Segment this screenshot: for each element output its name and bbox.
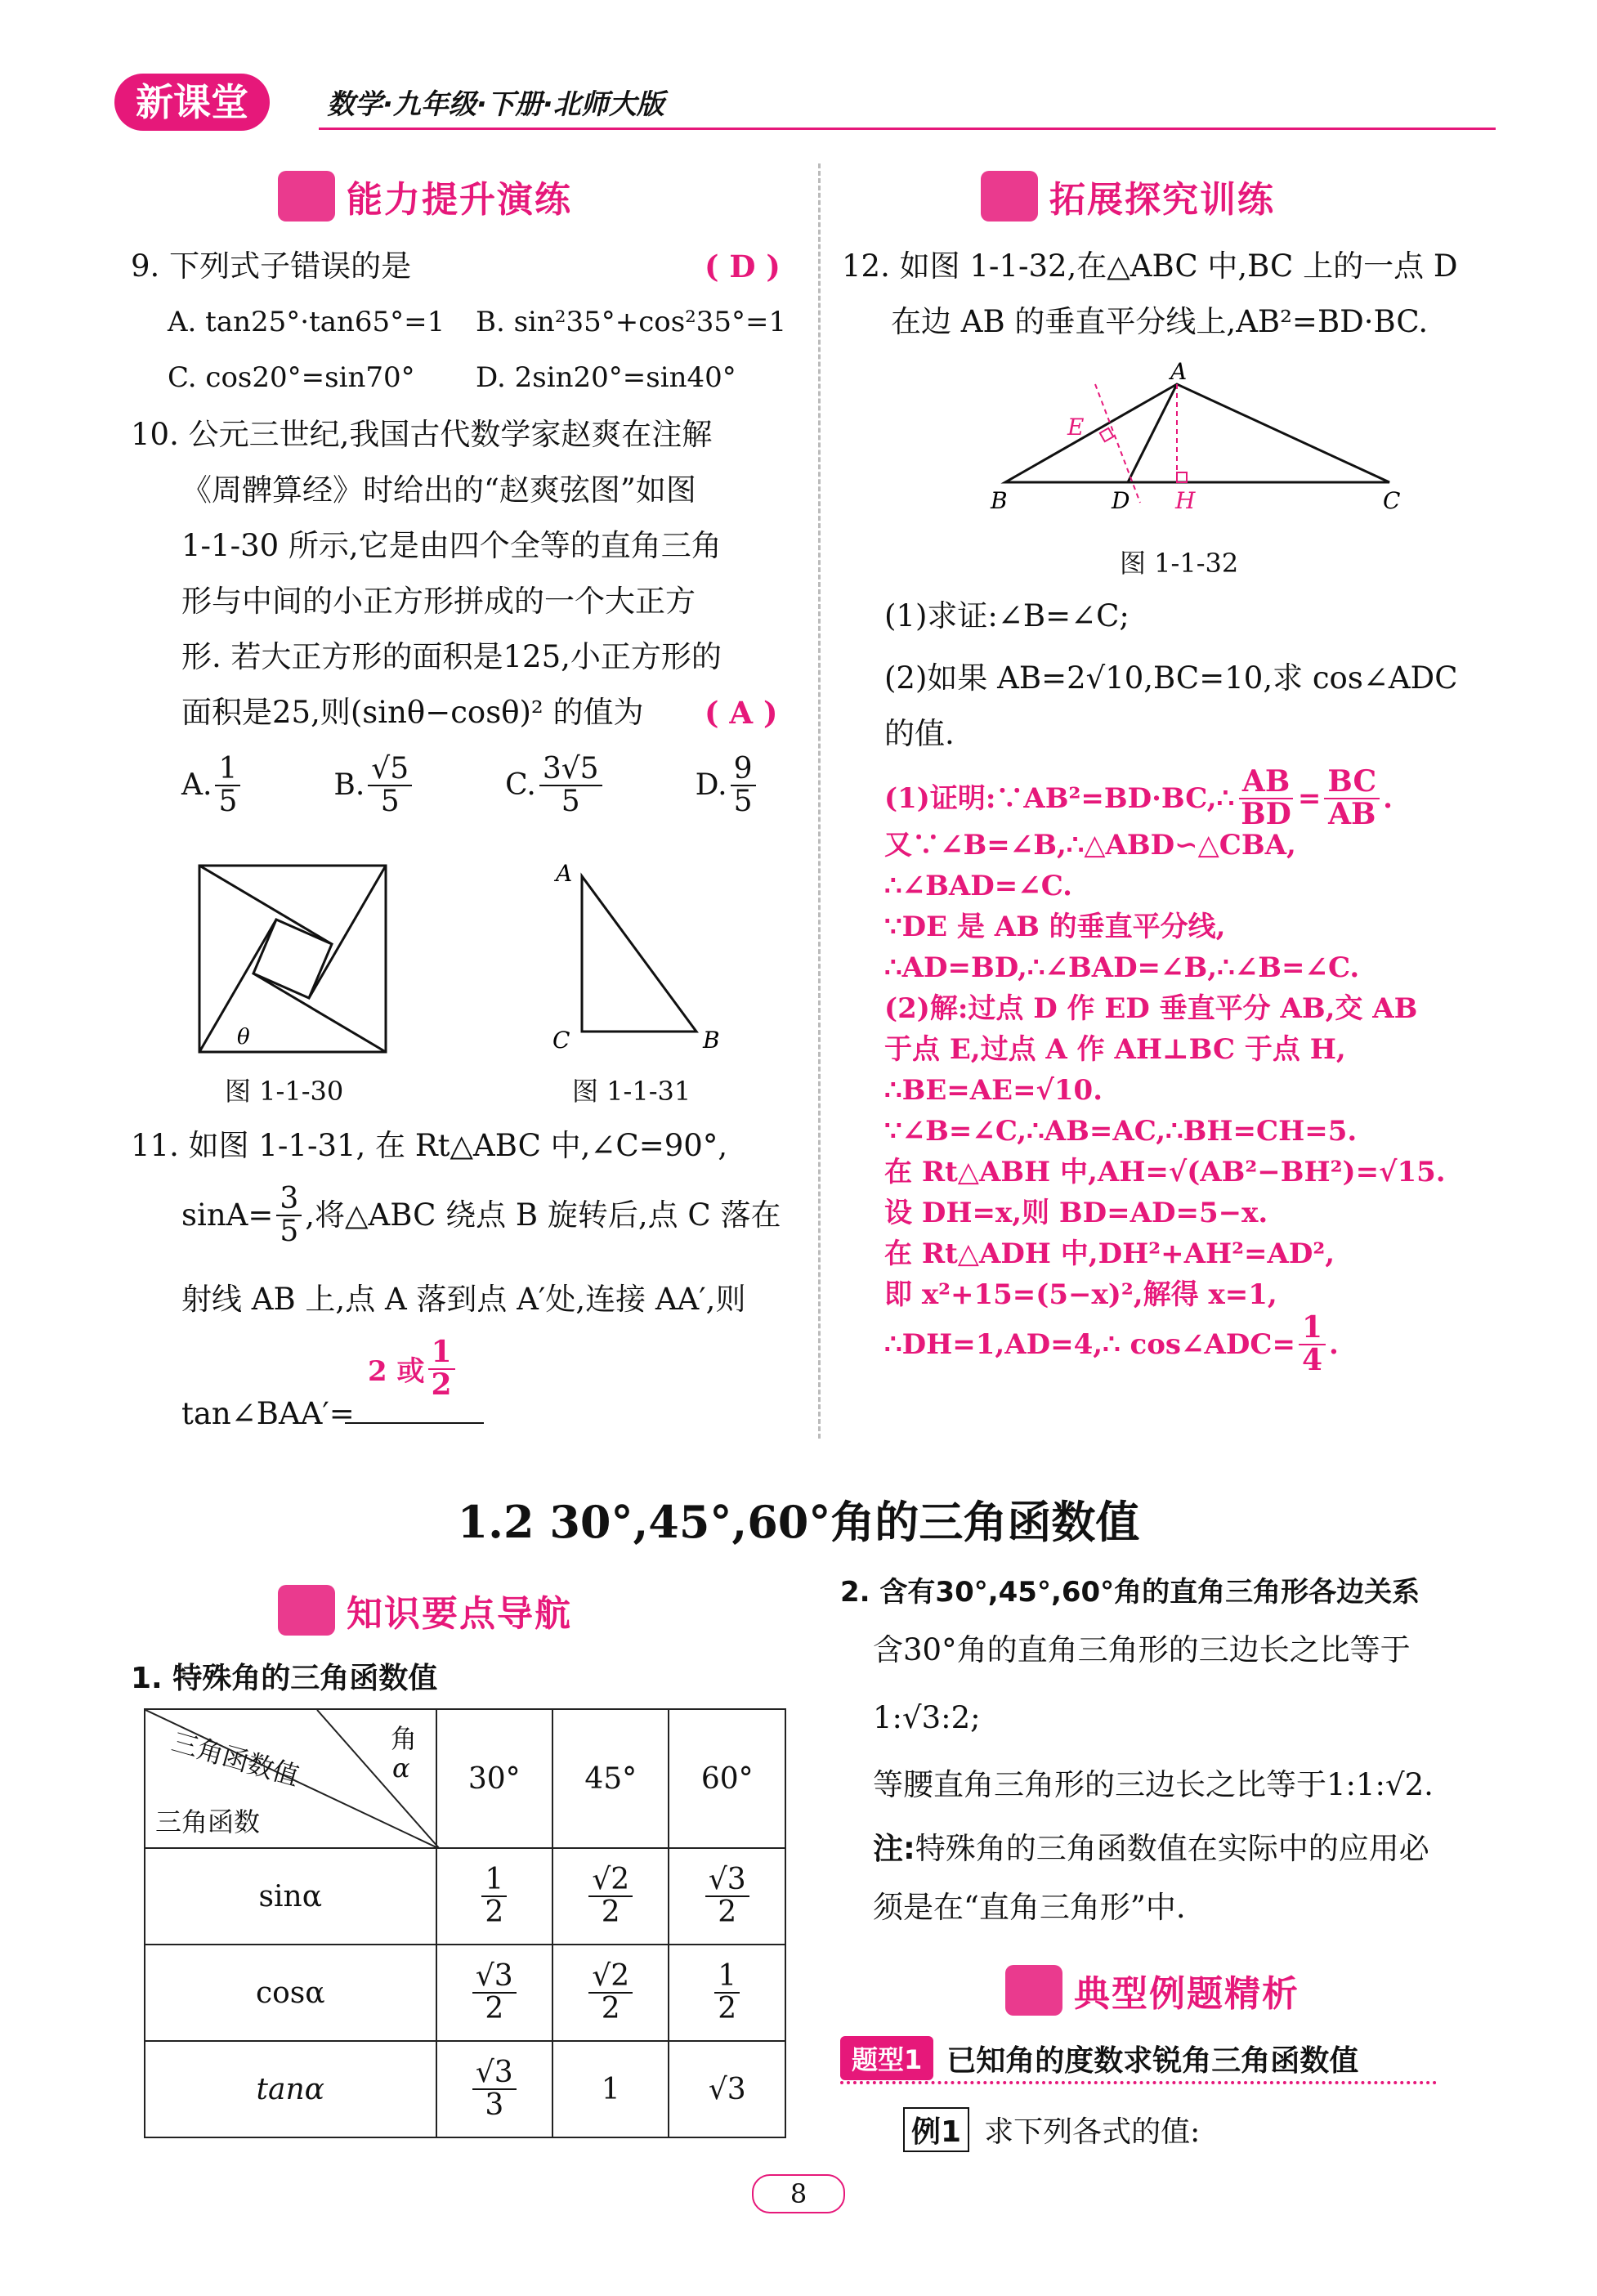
- q12-part3: 的值.: [884, 716, 955, 751]
- solution-line: ∵∠B=∠C,∴AB=AC,∴BH=CH=5.: [884, 1115, 1358, 1148]
- relations-note1: 注:特殊角的三角函数值在实际中的应用必: [873, 1831, 1429, 1866]
- q10-option-c-frac: $\frac{3√5}{5}$: [539, 754, 602, 817]
- q10-line: 面积是25,则(sinθ−cosθ)² 的值为: [181, 695, 644, 730]
- figure-zhaoshuang: [196, 862, 392, 1058]
- q10-line: 形与中间的小正方形拼成的一个大正方: [181, 584, 696, 619]
- solution-line: 于点 E,过点 A 作 AH⊥BC 于点 H,: [884, 1033, 1346, 1066]
- col-45: 45°: [552, 1709, 669, 1848]
- section-knowledge-title: 知识要点导航: [347, 1593, 572, 1635]
- type1-badge: 题型1: [840, 2036, 933, 2080]
- header-rule: [319, 128, 1496, 130]
- solution-line: (2)解:过点 D 作 ED 垂直平分 AB,交 AB: [884, 992, 1418, 1025]
- cell: $\frac{1}{2}$: [436, 1848, 552, 1945]
- solution-line: 设 DH=x,则 BD=AD=5−x.: [884, 1197, 1268, 1229]
- header-subtitle: 数学·九年级·下册·北师大版: [327, 88, 664, 121]
- svg-text:C: C: [1383, 487, 1401, 514]
- relations-line3: 等腰直角三角形的三边长之比等于1:1:√2.: [873, 1767, 1434, 1802]
- cell: $\frac{1}{2}$: [669, 1945, 785, 2041]
- row-tan: tanα: [145, 2041, 436, 2137]
- example1-text: 求下列各式的值:: [984, 2115, 1201, 2149]
- q10-line: 形. 若大正方形的面积是125,小正方形的: [181, 639, 722, 674]
- pencil-cup-icon: [1005, 1965, 1062, 2016]
- q10-line: 1-1-30 所示,它是由四个全等的直角三角: [181, 528, 722, 563]
- q10-option-a-label: A.: [181, 768, 212, 803]
- q12-part1: (1)求证:∠B=∠C;: [884, 598, 1130, 633]
- example1: [903, 2107, 1200, 2152]
- theta-label: θ: [237, 1025, 250, 1050]
- books-icon: [278, 171, 335, 222]
- q12-line2: 在边 AB 的垂直平分线上,AB²=BD·BC.: [891, 304, 1429, 339]
- type1-bar: [840, 2035, 1437, 2084]
- solution-line: ∴DH=1,AD=4,∴ cos∠ADC= $\frac{1}{4}$ .: [884, 1310, 1339, 1377]
- q9-stem: 9. 下列式子错误的是: [131, 248, 412, 284]
- section-explore-title: 拓展探究训练: [1049, 179, 1275, 221]
- relations-note2: 须是在“直角三角形”中.: [873, 1890, 1186, 1925]
- cell: √3: [669, 2041, 785, 2137]
- col-30: 30°: [436, 1709, 552, 1848]
- reading-icon: [278, 1585, 335, 1636]
- figure-caption-32: 图 1-1-32: [1120, 548, 1239, 579]
- cell: $\frac{√2}{2}$: [552, 1848, 669, 1945]
- relations-line2: 1:√3:2;: [873, 1700, 981, 1735]
- q10-option-b-frac: $\frac{√5}{5}$: [368, 754, 412, 817]
- q10-answer: ( A ): [705, 695, 778, 731]
- q10-options: [181, 754, 759, 817]
- svg-text:H: H: [1175, 487, 1196, 514]
- label-c: C: [552, 1027, 570, 1054]
- q11-blank: [345, 1422, 484, 1424]
- cell: $\frac{√3}{2}$: [436, 1945, 552, 2041]
- solution-line: 又∵∠B=∠B,∴△ABD∽△CBA,: [884, 829, 1296, 862]
- q9-answer: ( D ): [705, 248, 781, 284]
- q11-line4: tan∠BAA′=: [181, 1396, 355, 1431]
- figure-q12: [981, 360, 1406, 523]
- row-sin: sinα: [145, 1848, 436, 1945]
- q12-solution: [884, 764, 1505, 1377]
- q12-part2: (2)如果 AB=2√10,BC=10,求 cos∠ADC: [884, 660, 1458, 696]
- q10-line: 10. 公元三世纪,我国古代数学家赵爽在注解: [131, 417, 713, 452]
- column-divider: [818, 163, 821, 1439]
- corner-alpha: α: [392, 1752, 410, 1784]
- svg-text:B: B: [991, 487, 1008, 514]
- label-a: A: [556, 860, 573, 887]
- q9-option-d: D. 2sin20°=sin40°: [476, 361, 736, 394]
- q10-option-c-label: C.: [505, 768, 536, 803]
- solution-line: ∴∠BAD=∠C.: [884, 870, 1072, 902]
- trig-table: [144, 1708, 786, 2138]
- q9-option-c: C. cos20°=sin70°: [168, 361, 415, 394]
- q10-option-b-label: B.: [333, 768, 365, 803]
- cell: 1: [552, 2041, 669, 2137]
- lesson-title: 1.2 30°,45°,60°角的三角函数值: [457, 1496, 1140, 1548]
- col-60: 60°: [669, 1709, 785, 1848]
- svg-text:D: D: [1112, 487, 1130, 514]
- section-ability-title: 能力提升演练: [347, 179, 572, 221]
- q11-line1: 11. 如图 1-1-31, 在 Rt△ABC 中,∠C=90°,: [131, 1128, 728, 1163]
- q10-stem: [131, 407, 801, 741]
- svg-text:E: E: [1067, 414, 1085, 441]
- q11-line2: sinA= $\frac{3}{5}$ ,将△ABC 绕点 B 旋转后,点 C 落在: [181, 1182, 781, 1248]
- relations-heading: 2. 含有30°,45°,60°角的直角三角形各边关系: [840, 1576, 1420, 1609]
- corner-angle: 角: [391, 1723, 418, 1754]
- solution-line: (1)证明:∵AB²=BD·BC,∴ $\frac{AB}{BD}$ = $\frac{BC}{AB}$ .: [884, 764, 1393, 831]
- solution-line: ∵DE 是 AB 的垂直平分线,: [884, 911, 1226, 943]
- section-explore: [981, 168, 1275, 225]
- solution-line: 在 Rt△ABH 中,AH=√(AB²−BH²)=√15.: [884, 1156, 1446, 1188]
- solution-line: ∴AD=BD,∴∠BAD=∠B,∴∠B=∠C.: [884, 951, 1360, 984]
- solution-line: 即 x²+15=(5−x)²,解得 x=1,: [884, 1278, 1277, 1311]
- header: [114, 74, 1504, 139]
- q9-option-a: A. tan25°·tan65°=1: [168, 306, 445, 338]
- solution-line: ∴BE=AE=√10.: [884, 1074, 1103, 1107]
- note-label: 注:: [873, 1831, 915, 1866]
- q9-option-b: B. sin²35°+cos²35°=1: [476, 306, 787, 338]
- figure-caption-30: 图 1-1-30: [225, 1076, 344, 1107]
- section-ability: [278, 168, 572, 225]
- section-examples-title: 典型例题精析: [1074, 1973, 1300, 2015]
- q10-option-d-label: D.: [695, 768, 727, 803]
- q10-line: 《周髀算经》时给出的“赵爽弦图”如图: [181, 472, 696, 508]
- corner-value: 三角函数值: [168, 1725, 303, 1792]
- cell: $\frac{√3}{3}$: [436, 2041, 552, 2137]
- type1-title: 已知角的度数求锐角三角函数值: [946, 2043, 1359, 2078]
- relations-line1: 含30°角的直角三角形的三边长之比等于: [873, 1632, 1411, 1667]
- page-number: 8: [752, 2174, 845, 2213]
- label-b: B: [703, 1027, 720, 1054]
- table-corner: [145, 1709, 436, 1848]
- cell: $\frac{√2}{2}$: [552, 1945, 669, 2041]
- row-cos: cosα: [145, 1945, 436, 2041]
- solution-line: 在 Rt△ADH 中,DH²+AH²=AD²,: [884, 1238, 1335, 1270]
- svg-text:A: A: [1170, 360, 1188, 385]
- section-examples: [1005, 1962, 1300, 2019]
- header-logo: 新课堂: [114, 74, 270, 131]
- graduation-cap-icon: [981, 171, 1038, 222]
- table-heading: 1. 特殊角的三角函数值: [131, 1662, 438, 1695]
- example1-badge: 例1: [903, 2107, 969, 2152]
- q10-option-a-frac: $\frac{1}{5}$: [215, 754, 240, 817]
- corner-func: 三角函数: [155, 1806, 261, 1837]
- q11-answer: 2 或 $\frac{1}{2}$: [368, 1337, 459, 1401]
- section-knowledge: [278, 1582, 572, 1639]
- cell: $\frac{√3}{2}$: [669, 1848, 785, 1945]
- q11-line3: 射线 AB 上,点 A 落到点 A′处,连接 AA′,则: [181, 1282, 746, 1317]
- figure-right-triangle: [539, 858, 736, 1054]
- q10-option-d-frac: $\frac{9}{5}$: [731, 754, 756, 817]
- figure-caption-31: 图 1-1-31: [572, 1076, 691, 1107]
- q12-line1: 12. 如图 1-1-32,在△ABC 中,BC 上的一点 D: [842, 248, 1458, 284]
